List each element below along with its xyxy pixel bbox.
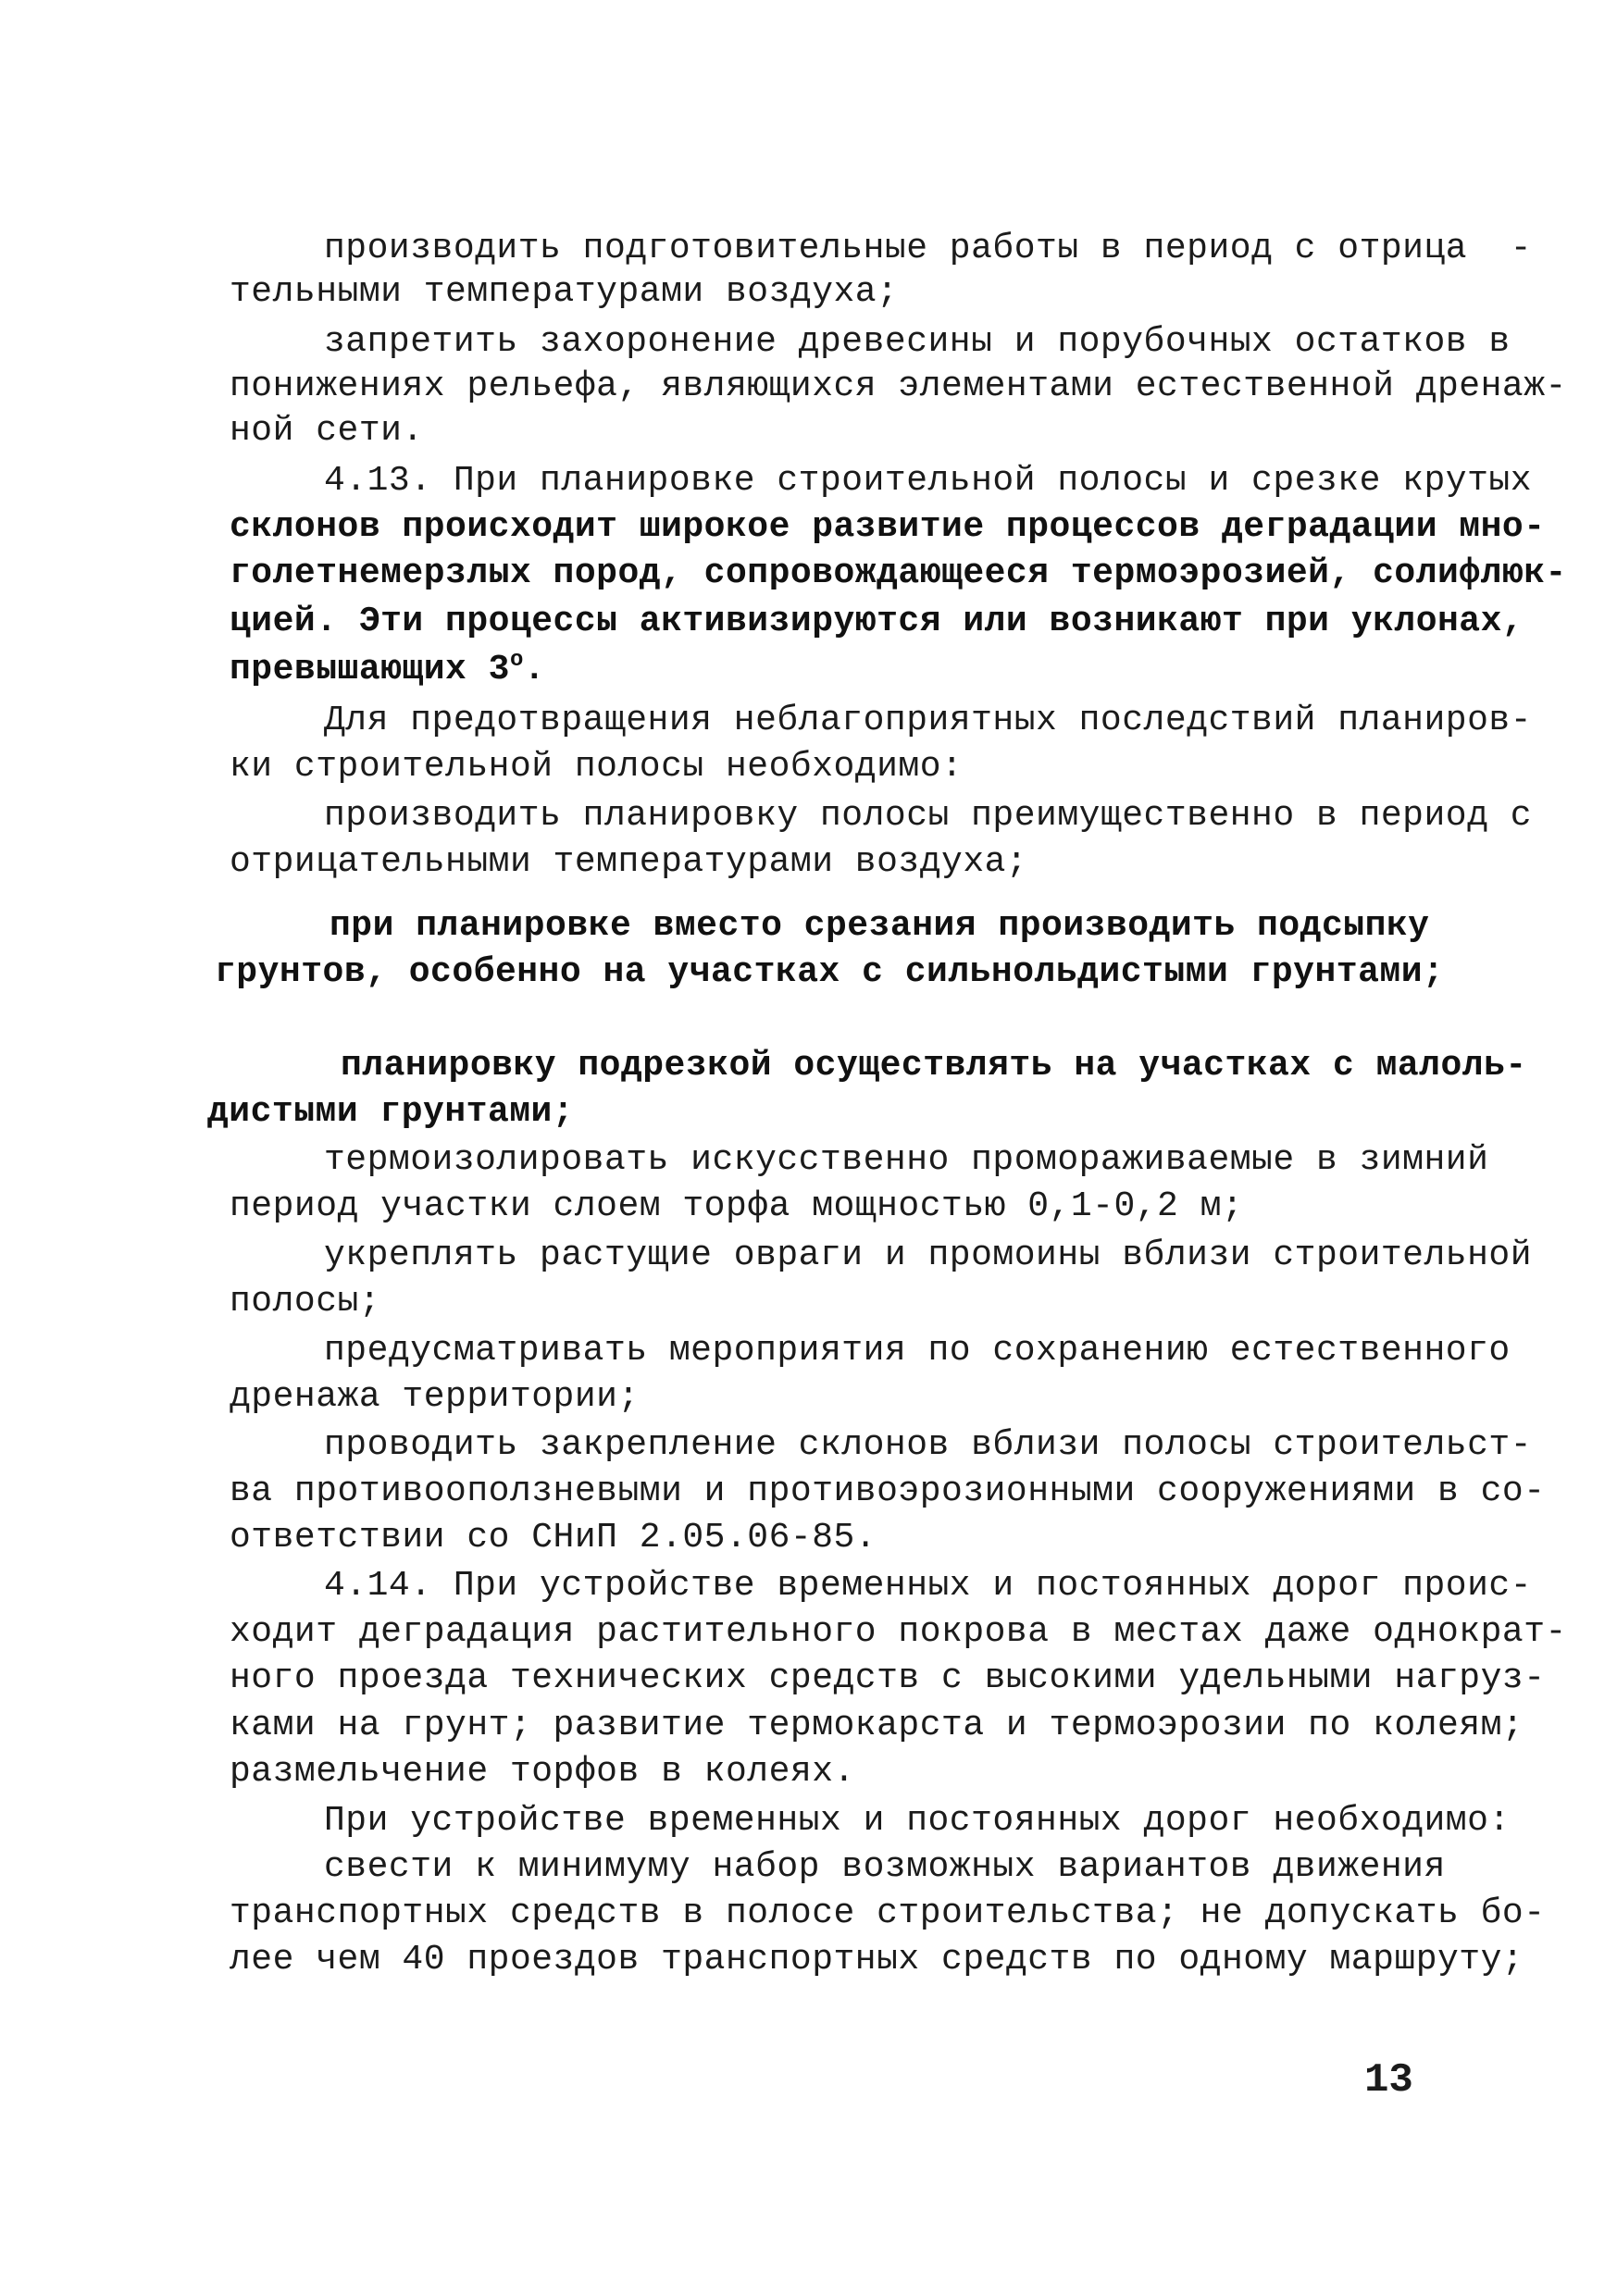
text-line: 4.14. При устройстве временных и постоянных дорог проис- [324, 1566, 1533, 1606]
text-line: размельчение торфов в колеях. [230, 1752, 855, 1792]
text-line: при планировке вместо срезания производить подсыпку [330, 906, 1430, 946]
text-line: производить подготовительные работы в период с отрица - [324, 229, 1533, 268]
text-line: свести к минимуму набор возможных вариантов движения [324, 1847, 1446, 1887]
text-line: тельными температурами воздуха; [230, 272, 899, 312]
text-line: склонов происходит широкое развитие процессов деградации мно- [230, 507, 1546, 547]
text-line: грунтов, особенно на участках с сильнольдистыми грунтами; [215, 952, 1445, 992]
text-line: проводить закрепление склонов вблизи полосы строительст- [324, 1425, 1533, 1465]
text-line: дренажа территории; [230, 1377, 640, 1417]
text-line: понижениях рельефа, являющихся элементами естественной дренаж- [230, 366, 1567, 406]
text-fragment: превышающих 3 [230, 650, 510, 689]
text-fragment: . [523, 650, 546, 689]
text-line: запретить захоронение древесины и порубочных остатков в [324, 322, 1511, 362]
text-line: ходит деградация растительного покрова в местах даже однократ- [230, 1612, 1567, 1652]
text-line: 4.13. При планировке строительной полосы и срезке крутых [324, 461, 1533, 501]
text-line: При устройстве временных и постоянных дорог необходимо: [324, 1801, 1511, 1841]
degree-superscript: о [509, 648, 524, 673]
text-line: отрицательными температурами воздуха; [230, 842, 1028, 882]
text-line: период участки слоем торфа мощностью 0,1-0,2 м; [230, 1186, 1244, 1226]
text-line: производить планировку полосы преимущественно в период с [324, 796, 1533, 836]
text-line: термоизолировать искусственно промораживаемые в зимний [324, 1140, 1489, 1180]
text-line: ва противооползневыми и противоэрозионными сооружениями в со- [230, 1471, 1546, 1511]
text-line: транспортных средств в полосе строительства; не допускать бо- [230, 1893, 1546, 1933]
text-line: лее чем 40 проездов транспортных средств по одному маршруту; [230, 1940, 1524, 1980]
text-line: дистыми грунтами; [207, 1092, 575, 1132]
text-line: ной сети. [230, 411, 424, 451]
text-line: ки строительной полосы необходимо: [230, 747, 964, 787]
text-line: ответствии со СНиП 2.05.06-85. [230, 1518, 877, 1558]
text-line: полосы; [230, 1282, 381, 1322]
text-line: Для предотвращения неблагоприятных последствий планиров- [324, 701, 1533, 740]
text-line: предусматривать мероприятия по сохранению естественного [324, 1331, 1511, 1371]
text-line: ного проезда технических средств с высокими удельными нагруз- [230, 1658, 1546, 1698]
text-line: голетнемерзлых пород, сопровождающееся термоэрозией, солифлюк- [230, 553, 1567, 593]
page-number: 13 [1364, 2057, 1413, 2104]
text-line: цией. Эти процессы активизируются или возникают при уклонах, [230, 602, 1524, 641]
text-line: планировку подрезкой осуществлять на участках с малоль- [341, 1046, 1527, 1086]
text-line-with-superscript [230, 648, 545, 692]
text-line: укреплять растущие овраги и промоины вблизи строительной [324, 1235, 1533, 1275]
text-line: ками на грунт; развитие термокарста и термоэрозии по колеям; [230, 1706, 1524, 1745]
